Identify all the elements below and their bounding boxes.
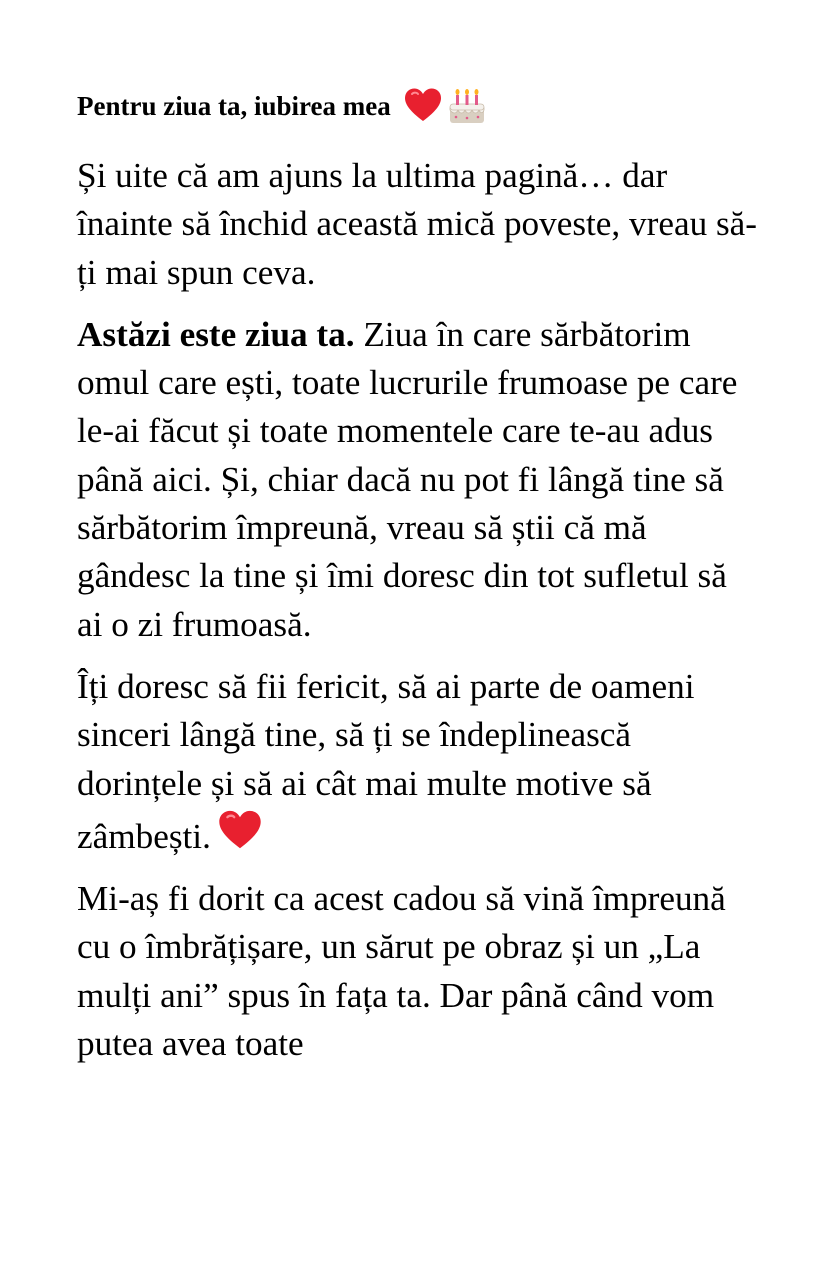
heart-icon [403, 86, 443, 126]
paragraph-wishes [77, 663, 757, 861]
paragraph-birthday-text: Ziua în care sărbătorim omul care ești, toate lucrurile frumoase pe care le-ai făcut și toate momentele care te-au adus până aici. Și, chiar dacă nu pot fi lângă tine să sărbătorim împreună, vreau să știi că mă gândesc la tine și îmi doresc din tot sufletul să ai o zi frumoasă. [77, 314, 738, 644]
paragraph-birthday [77, 311, 757, 649]
birthday-cake-icon [447, 86, 487, 126]
paragraph-birthday-lead: Astăzi este ziua ta. [77, 314, 355, 354]
paragraph-wishes-text: Îți doresc să fii fericit, să ai parte de oameni sinceri lângă tine, să ți se îndeplinească dorințele și să ai cât mai multe motive să zâmbești. [77, 666, 695, 856]
paragraph-gift: Mi-aș fi dorit ca acest cadou să vină împreună cu o îmbrățișare, un sărut pe obraz și un „La mulți ani” spus în fața ta. Dar până când vom putea avea toate [77, 879, 726, 1064]
page-title-text: Pentru ziua ta, iubirea mea [77, 91, 391, 121]
document-page [77, 84, 757, 1082]
paragraph-intro: Și uite că am ajuns la ultima pagină… dar înainte să închid această mică poveste, vreau să-ți mai spun ceva. [77, 156, 757, 292]
page-title [77, 84, 757, 128]
heart-icon [217, 808, 263, 854]
